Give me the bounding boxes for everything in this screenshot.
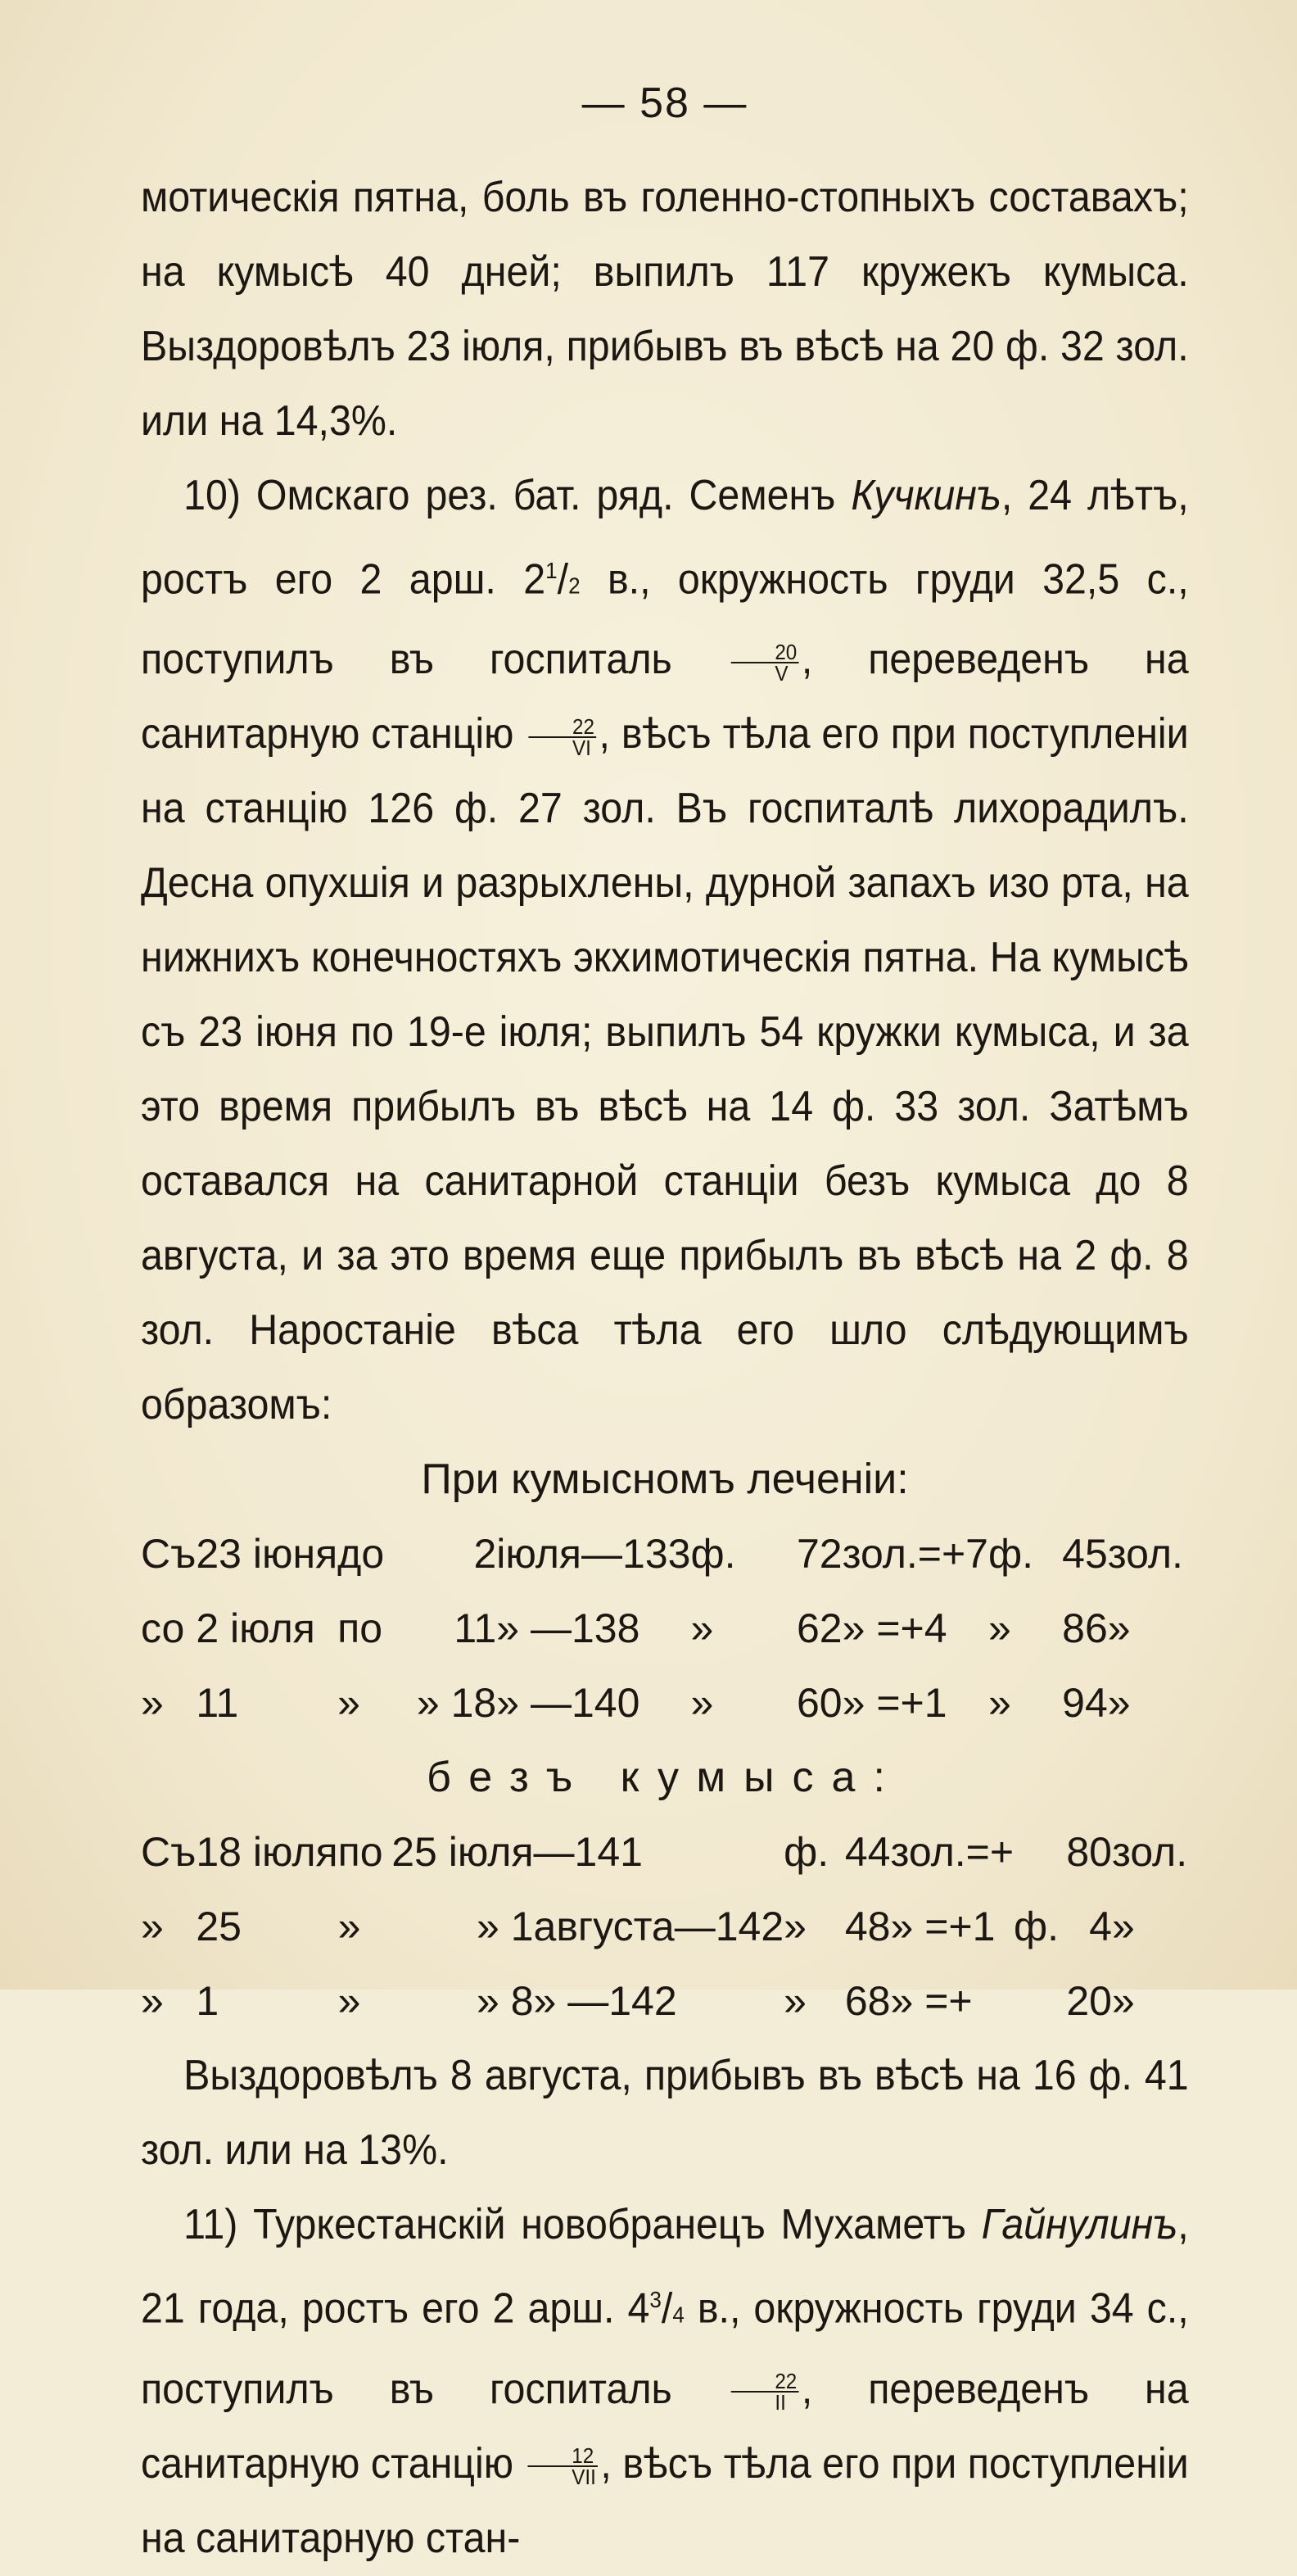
- table-cell: до: [337, 1531, 385, 1578]
- table-cell: »: [337, 1680, 360, 1727]
- table-cell: » —138: [496, 1605, 640, 1652]
- table-cell: » 18: [416, 1680, 497, 1727]
- table-row: [141, 1815, 1189, 1890]
- page-number: — 58 —: [581, 79, 748, 127]
- table-cell: » =+1: [842, 1680, 947, 1727]
- table-cell: зол.=+7: [842, 1531, 988, 1578]
- recovery-text: Выздоровѣлъ 8 августа, прибывъ въ вѣсѣ на 16 ф. 41 зол. или на 13: [141, 2052, 1189, 2175]
- table-cell: [1014, 1964, 1064, 2039]
- table-cell: 11: [196, 1680, 239, 1727]
- p1-percent: %: [350, 397, 386, 445]
- case-11-height-fraction-den: 4: [672, 2302, 685, 2328]
- case-10-paragraph: [141, 459, 1189, 1442]
- case-10-text-c: , переведенъ на санитарную станцію: [141, 636, 1189, 758]
- table-cell: »: [1111, 1978, 1135, 2025]
- case-11-admission-month: II: [775, 2389, 786, 2415]
- weight-table-koumiss: [141, 1517, 1189, 1741]
- table-cell: —141: [533, 1829, 643, 1876]
- table-cell: 68: [844, 1978, 891, 2025]
- table-cell: 2 іюля: [196, 1605, 315, 1652]
- table-cell: »: [987, 1680, 1011, 1727]
- case-11-surname: Гайнулинъ: [981, 2201, 1178, 2249]
- case-11-height-fraction-slash: /: [661, 2284, 673, 2333]
- table-cell: »: [141, 1680, 164, 1727]
- case-11-text-c: , переведенъ на санитарную станцію: [141, 2365, 1189, 2488]
- table-row: [141, 1666, 1189, 1741]
- table-cell: 86: [1062, 1605, 1108, 1652]
- table-cell: 25: [196, 1904, 242, 1950]
- table-cell: зол.=+: [890, 1829, 1015, 1876]
- table-cell: »: [1107, 1605, 1131, 1652]
- case-10-height-fraction-num: 1: [545, 558, 558, 583]
- table-cell: 11: [454, 1605, 497, 1652]
- table-row: [141, 1591, 1189, 1666]
- table-cell: 23 іюня: [196, 1531, 338, 1578]
- table-cell: »: [690, 1680, 714, 1727]
- case-11-text-d: , вѣсъ тѣла его при поступленіи на санитарную стан-: [141, 2439, 1189, 2562]
- table-cell: »: [337, 1978, 361, 2025]
- case-11-admission-day: 22: [730, 2371, 798, 2393]
- table-cell: 2: [473, 1531, 497, 1578]
- table-cell: ф.: [784, 1829, 829, 1876]
- case-11-paragraph: [141, 2188, 1189, 2575]
- table-cell: » —140: [496, 1680, 640, 1727]
- table-cell: по: [337, 1829, 383, 1876]
- table-cell: 80: [1066, 1829, 1112, 1876]
- case-10-transfer-day: 22: [528, 717, 596, 738]
- table-cell: Съ: [141, 1531, 197, 1578]
- table-cell: 4: [1089, 1904, 1112, 1950]
- table-cell: ф.: [987, 1531, 1034, 1578]
- case-11-text-a: , 21 года, ростъ его 2 арш. 4: [141, 2201, 1189, 2333]
- recovery-paragraph: [141, 2039, 1189, 2188]
- table-cell: »: [337, 1904, 361, 1950]
- table-cell: 94: [1062, 1680, 1108, 1727]
- paragraph-continuation: [141, 161, 1189, 459]
- table-cell: августа—142: [533, 1904, 784, 1950]
- table-row: [141, 1890, 1189, 1964]
- case-10-height-fraction-den: 2: [568, 573, 581, 599]
- case-11-intro: 11) Туркестанскій новобранецъ Мухаметъ: [183, 2201, 982, 2249]
- case-10-transfer-date: [528, 713, 596, 760]
- case-11-transfer-date: [527, 2442, 597, 2489]
- case-11-admission-date: [730, 2368, 798, 2415]
- case-10-intro: 10) Омскаго рез. бат. ряд. Семенъ: [183, 472, 852, 519]
- table-cell: зол.: [1111, 1829, 1188, 1876]
- table-cell: »: [987, 1605, 1011, 1652]
- table-cell: » 1: [477, 1904, 534, 1950]
- table-cell: »: [690, 1605, 714, 1652]
- weight-table-no-koumiss: [141, 1815, 1189, 2039]
- table-cell: со: [141, 1605, 185, 1652]
- recovery-percent: %: [402, 2126, 438, 2175]
- case-11-height-fraction-num: 3: [649, 2287, 662, 2313]
- case-10-text-a: , 24 лѣтъ, ростъ его 2 арш. 2: [141, 472, 1189, 604]
- table-cell: іюля—133: [496, 1531, 691, 1578]
- table-cell: » —142: [533, 1978, 677, 2025]
- table-cell: 48: [844, 1904, 891, 1950]
- case-10-admission-month: V: [775, 660, 789, 686]
- table-cell: » =+: [890, 1978, 973, 2025]
- recovery-end: .: [437, 2126, 449, 2175]
- case-11-transfer-day: 12: [527, 2446, 597, 2467]
- case-10-admission-date: [730, 639, 798, 686]
- table-cell: 1: [196, 1978, 219, 2025]
- table-cell: [1014, 1815, 1064, 1890]
- p1-text: мотическія пятна, боль въ голенно-стопныхъ составахъ; на кумысѣ 40 дней; выпилъ 117 кружекъ кумыса. Выздоровѣлъ 23 іюля, прибывъ въ вѣсѣ на 20 ф. 32 зол. или на 14,3: [141, 174, 1189, 445]
- table-heading-koumiss: При кумысномъ леченіи:: [421, 1456, 909, 1504]
- table-cell: 62: [797, 1605, 843, 1652]
- table-cell: 20: [1066, 1978, 1112, 2025]
- table-cell: ф.: [1014, 1904, 1060, 1950]
- table-cell: »: [1111, 1904, 1135, 1950]
- table-cell: 72: [797, 1531, 843, 1578]
- table-cell: »: [141, 1904, 164, 1950]
- table-cell: » =+4: [842, 1605, 947, 1652]
- table-cell: »: [1107, 1680, 1131, 1727]
- case-10-surname: Кучкинъ: [851, 472, 1001, 519]
- table-row: [141, 1517, 1189, 1591]
- table-cell: »: [784, 1904, 807, 1950]
- table-cell: » =+1: [890, 1904, 996, 1950]
- table-cell: »: [141, 1978, 164, 2025]
- case-11-text-b: в., окружность груди 34 с., поступилъ въ госпиталь: [141, 2284, 1189, 2413]
- case-10-transfer-month: VI: [572, 735, 591, 760]
- case-10-height-fraction-slash: /: [557, 555, 569, 604]
- table-cell: 45: [1062, 1531, 1108, 1578]
- case-10-text-d: , вѣсъ тѣла его при поступленіи на станцію 126 ф. 27 зол. Въ госпиталѣ лихорадилъ. Десна опухшія и разрыхлены, дурной запахъ изо рта, на нижнихъ конечностяхъ экхимотическія пятна. На кумысѣ съ 23 іюня по 19-е іюля; выпилъ 54 кружки кумыса, и за это время прибылъ въ вѣсѣ на 14 ф. 33 зол. Затѣмъ оставался на санитарной станціи безъ кумыса до 8 августа, и за это время еще прибылъ въ вѣсѣ на 2 ф. 8 зол. Наростаніе вѣса тѣла его шло слѣдующимъ образомъ:: [141, 710, 1189, 1429]
- case-10-text-b: в., окружность груди 32,5 с., поступилъ въ госпиталь: [141, 555, 1189, 684]
- table-cell: » 8: [477, 1978, 534, 2025]
- table-cell: 18 іюля: [196, 1829, 338, 1876]
- table-cell: 60: [797, 1680, 843, 1727]
- table-cell: зол.: [1107, 1531, 1183, 1578]
- table-cell: по: [337, 1605, 383, 1652]
- table-cell: 25 іюля: [391, 1829, 534, 1876]
- table-cell: ф.: [690, 1531, 736, 1578]
- table-row: [141, 1964, 1189, 2039]
- table-heading-no-koumiss: безъ кумыса:: [427, 1754, 903, 1802]
- case-11-transfer-month: VII: [572, 2464, 596, 2489]
- table-cell: 44: [844, 1829, 891, 1876]
- case-10-admission-day: 20: [730, 642, 798, 663]
- table-cell: »: [784, 1978, 807, 2025]
- table-cell: Съ: [141, 1829, 197, 1876]
- p1-end: .: [386, 397, 398, 445]
